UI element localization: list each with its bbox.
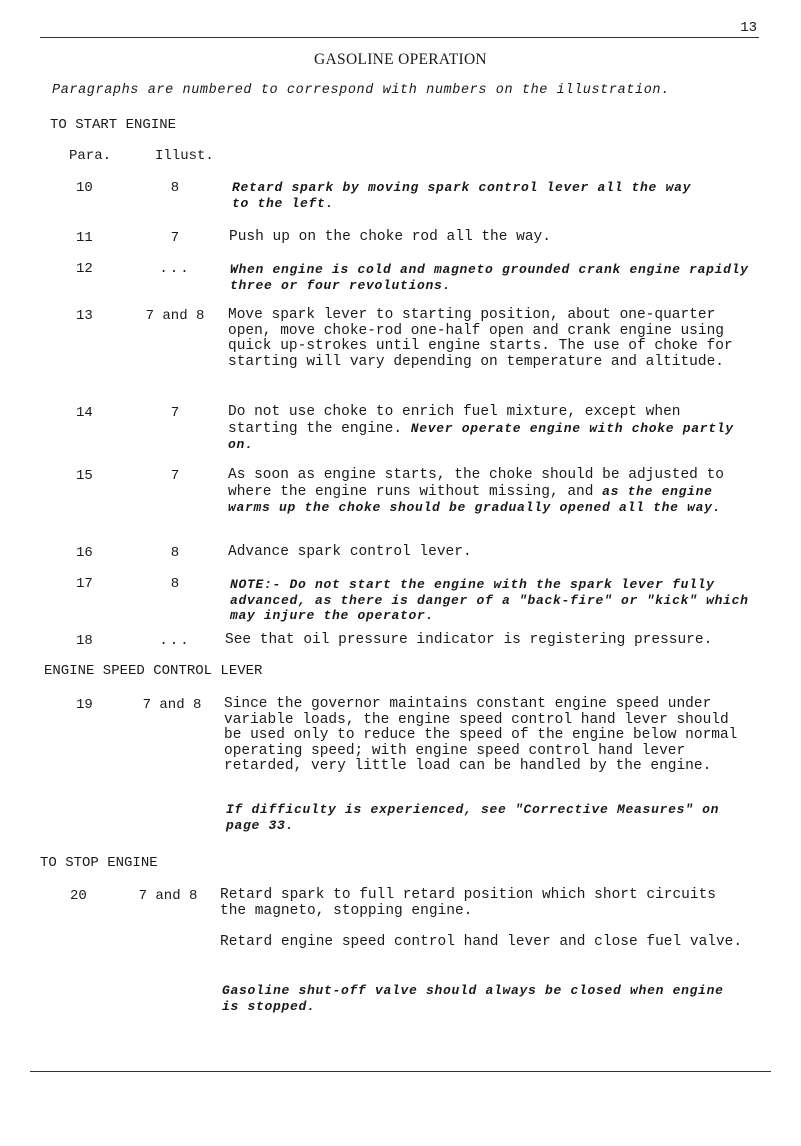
bottom-rule [30, 1071, 771, 1072]
row-14-para: 14 [76, 405, 93, 421]
row-15-illust: 7 [170, 468, 180, 484]
row-18-para: 18 [76, 633, 93, 649]
row-19-para: 19 [76, 697, 93, 713]
row-11-text: Push up on the choke rod all the way. [229, 229, 551, 245]
row-20-text-2: Retard engine speed control hand lever and close fuel valve. [220, 934, 743, 950]
row-19-note: If difficulty is experienced, see "Corrective Measures" on page 33. [226, 802, 720, 833]
row-13-para: 13 [76, 308, 93, 324]
row-10-illust: 8 [170, 180, 180, 196]
row-18-text: See that oil pressure indicator is registering pressure. [225, 632, 713, 648]
column-head-illust: Illust. [155, 148, 214, 164]
row-17-text: NOTE:- Do not start the engine with the spark lever fully advanced, as there is danger of a "back-fire" or "kick" which may injure the operator. [230, 577, 749, 623]
row-14-text-emphasis: Never operate engine with choke partly on. [228, 420, 734, 452]
row-15-text-plain: As soon as engine starts, the choke should be adjusted to where the engine runs without missing, and [228, 467, 724, 500]
section-stop-engine: TO STOP ENGINE [40, 855, 158, 871]
row-16-text: Advance spark control lever. [228, 544, 472, 560]
section-engine-speed-control: ENGINE SPEED CONTROL LEVER [44, 663, 263, 679]
row-20-para: 20 [70, 888, 87, 904]
top-rule [40, 37, 759, 38]
row-12-illust: ... [159, 261, 191, 277]
column-head-para: Para. [69, 148, 112, 164]
row-15-para: 15 [76, 468, 93, 484]
row-17-illust: 8 [170, 576, 180, 592]
row-11-illust: 7 [170, 230, 180, 246]
row-19-illust: 7 and 8 [142, 697, 202, 713]
row-16-illust: 8 [170, 545, 180, 561]
row-10-para: 10 [76, 180, 93, 196]
row-16-para: 16 [76, 545, 93, 561]
row-11-para: 11 [76, 230, 93, 246]
row-19-text: Since the governor maintains constant engine speed under variable loads, the engine speed control hand lever should be used only to reduce the speed of the engine below normal operating speed; with engine speed control hand lever retarded, very little load can be handled by the engine. [224, 696, 738, 774]
row-20-note: Gasoline shut-off valve should always be closed when engine is stopped. [222, 983, 724, 1014]
row-14-text [228, 405, 748, 454]
row-15-text-emphasis: as the engine warms up the choke should be gradually opened all the way. [228, 483, 722, 515]
intro-text: Paragraphs are numbered to correspond with numbers on the illustration. [52, 83, 670, 98]
row-14-text-plain: Do not use choke to enrich fuel mixture, except when starting the engine. [228, 404, 681, 437]
row-13-illust: 7 and 8 [145, 308, 205, 324]
row-17-para: 17 [76, 576, 93, 592]
row-12-text: When engine is cold and magneto grounded crank engine rapidly three or four revolutions. [230, 262, 749, 293]
page-number: 13 [740, 20, 757, 36]
row-20-illust: 7 and 8 [138, 888, 198, 904]
row-20-text: Retard spark to full retard position which short circuits the magneto, stopping engine. [220, 887, 716, 919]
row-10-text: Retard spark by moving spark control lever all the way to the left. [232, 180, 692, 211]
row-15-text [228, 468, 756, 517]
row-18-illust: ... [159, 633, 191, 649]
row-12-para: 12 [76, 261, 93, 277]
section-start-engine: TO START ENGINE [50, 117, 177, 133]
page-title: GASOLINE OPERATION [314, 51, 487, 68]
row-13-text: Move spark lever to starting position, about one-quarter open, move choke-rod one-half open and crank engine using quick up-strokes until engine starts. The use of choke for starting will vary depending on temperature and altitude. [228, 307, 733, 370]
row-14-illust: 7 [170, 405, 180, 421]
